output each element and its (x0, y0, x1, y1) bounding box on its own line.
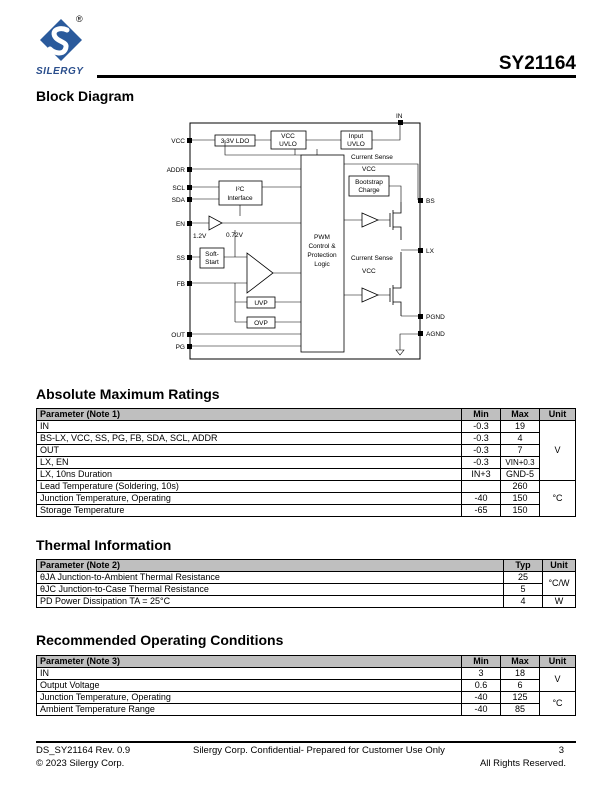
thermal-header-unit: Unit (543, 560, 576, 572)
table-row: θJA Junction-to-Ambient Thermal Resistance 25 °C/W (37, 572, 576, 584)
footer-copyright: © 2023 Silergy Corp. (36, 758, 125, 769)
registered-mark: ® (76, 14, 83, 24)
thermal-header-param: Parameter (Note 2) (37, 560, 504, 572)
pin-agnd: AGND (426, 331, 445, 338)
roc-title: Recommended Operating Conditions (36, 632, 284, 648)
pin-vcc: VCC (171, 138, 185, 145)
pin-bs: BS (426, 198, 435, 205)
abs-max-header-max: Max (501, 409, 540, 421)
unit-v: V (540, 421, 576, 481)
ldo-label: 3.3V LDO (220, 138, 250, 145)
table-row: BS-LX, VCC, SS, PG, FB, SDA, SCL, ADDR -0.3 4 (37, 433, 576, 445)
vcc-uvlo-label-1: VCC (281, 133, 295, 140)
pin-scl: SCL (172, 185, 185, 192)
thermal-header-typ: Typ (504, 560, 543, 572)
en-threshold: 1.2V (193, 233, 207, 240)
pwm-label-1: PWM (314, 234, 330, 241)
table-row: Junction Temperature, Operating -40 125 °C (37, 692, 576, 704)
vcc-top-label: VCC (362, 166, 376, 173)
soft-start-label-2: Start (205, 259, 219, 266)
abs-max-header-unit: Unit (540, 409, 576, 421)
abs-max-header-param: Parameter (Note 1) (37, 409, 462, 421)
unit-c: °C (540, 481, 576, 517)
part-number: SY21164 (498, 53, 576, 74)
i2c-label-1: I²C (235, 186, 245, 193)
current-sense-bottom: Current Sense (351, 255, 393, 262)
roc-table (36, 655, 576, 716)
pin-pg: PG (175, 344, 185, 351)
footer-page-number: 3 (558, 745, 564, 756)
table-row: Junction Temperature, Operating -40 150 (37, 493, 576, 505)
pin-fb: FB (176, 281, 185, 288)
footer-confidential: Silergy Corp. Confidential- Prepared for Customer Use Only (193, 745, 445, 756)
roc-header-min: Min (462, 656, 501, 668)
pwm-label-3: Protection (307, 252, 337, 259)
roc-header-max: Max (501, 656, 540, 668)
roc-header-param: Parameter (Note 3) (37, 656, 462, 668)
bootstrap-label-2: Charge (358, 187, 380, 194)
input-uvlo-label-1: Input (348, 133, 364, 140)
abs-max-title: Absolute Maximum Ratings (36, 386, 220, 402)
table-row: θJC Junction-to-Case Thermal Resistance 5 (37, 584, 576, 596)
roc-header-unit: Unit (540, 656, 576, 668)
i2c-label-2: Interface (227, 195, 253, 202)
table-row: OUT -0.3 7 (37, 445, 576, 457)
unit-v: V (540, 668, 576, 692)
uvp-label: UVP (254, 300, 268, 307)
block-diagram-title: Block Diagram (36, 88, 135, 104)
soft-start-label-1: Soft- (205, 251, 219, 258)
pwm-label-2: Control & (308, 243, 336, 250)
pin-out: OUT (171, 332, 185, 339)
pin-ss: SS (176, 255, 185, 262)
thermal-table (36, 559, 576, 608)
footer-doc-id: DS_SY21164 Rev. 0.9 (36, 745, 131, 756)
table-row: LX, EN -0.3 VIN+0.3 (37, 457, 576, 469)
table-row: PD Power Dissipation TA = 25°C 4 W (37, 596, 576, 608)
thermal-title: Thermal Information (36, 537, 172, 553)
abs-max-header-min: Min (462, 409, 501, 421)
pin-pgnd: PGND (426, 314, 445, 321)
ref-voltage: 0.72V (226, 232, 243, 239)
pin-lx: LX (426, 248, 434, 255)
unit-c: °C (540, 692, 576, 716)
logo-text: SILERGY (36, 66, 84, 77)
pwm-label-4: Logic (314, 261, 330, 268)
input-uvlo-label-2: UVLO (347, 141, 365, 148)
current-sense-top: Current Sense (351, 154, 393, 161)
table-row: IN 3 18 V (37, 668, 576, 680)
footer-rights: All Rights Reserved. (479, 758, 566, 769)
header-rule (97, 75, 576, 78)
table-row: Lead Temperature (Soldering, 10s) 260 °C (37, 481, 576, 493)
vcc-bottom-label: VCC (362, 268, 376, 275)
table-row: Storage Temperature -65 150 (37, 505, 576, 517)
table-row: Ambient Temperature Range -40 85 (37, 704, 576, 716)
abs-max-table (36, 408, 576, 517)
pin-in: IN (396, 113, 403, 120)
vcc-uvlo-label-2: UVLO (279, 141, 297, 148)
table-row: LX, 10ns Duration IN+3 GND-5 (37, 469, 576, 481)
unit-cw: °C/W (543, 572, 576, 596)
pin-en: EN (175, 221, 185, 228)
ovp-label: OVP (254, 320, 268, 327)
pin-addr: ADDR (166, 167, 185, 174)
footer-rule (36, 741, 576, 743)
block-diagram (160, 110, 460, 370)
table-row: Output Voltage 0.6 6 (37, 680, 576, 692)
pin-sda: SDA (171, 197, 185, 204)
table-row: IN -0.3 19 V (37, 421, 576, 433)
bootstrap-label-1: Bootstrap (355, 179, 383, 186)
